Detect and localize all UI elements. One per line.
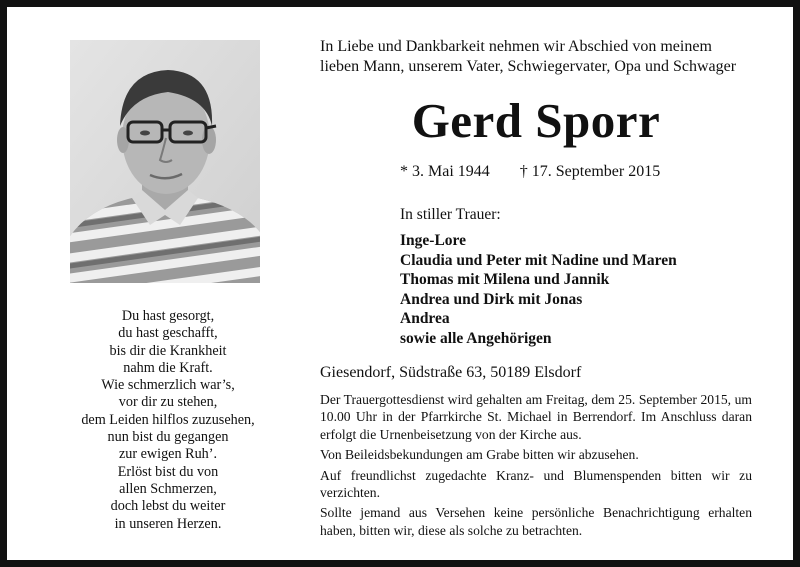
intro-line: In Liebe und Dankbarkeit nehmen wir Abschied von meinem <box>320 38 712 55</box>
poem-line: nun bist du gegangen <box>107 429 229 446</box>
poem-line: du hast geschafft, <box>118 325 218 342</box>
death-date: † 17. September 2015 <box>519 163 661 180</box>
flowers-paragraph: Auf freundlichst zugedachte Kranz- und Blumenspenden bitten wir zu verzichten. <box>320 467 752 501</box>
portrait-image <box>70 40 260 283</box>
mourner-entry: Andrea und Dirk mit Jonas <box>400 290 583 308</box>
birth-date: * 3. Mai 1944 <box>400 163 490 180</box>
mourner-entry: sowie alle Angehörigen <box>400 329 552 347</box>
mourning-label: In stiller Trauer: <box>400 206 501 223</box>
poem-line: vor dir zu stehen, <box>118 394 218 411</box>
notification-paragraph: Sollte jemand aus Versehen keine persönliche Benachrichtigung erhalten haben, bitten wir, diese als solche zu betrachten. <box>320 505 752 538</box>
portrait-photo <box>70 40 260 283</box>
poem-line: allen Schmerzen, <box>119 480 217 497</box>
mourners-list <box>400 231 677 349</box>
poem-line: nahm die Kraft. <box>123 359 213 376</box>
service-notices <box>320 391 752 542</box>
mourner-entry: Thomas mit Milena und Jannik <box>400 271 610 289</box>
intro-line: lieben Mann, unserem Vater, Schwiegervater, Opa und Schwager <box>320 58 737 75</box>
poem-line: Erlöst bist du von <box>117 463 219 480</box>
poem-line: Du hast gesorgt, <box>121 308 215 324</box>
memorial-poem <box>43 308 293 533</box>
family-address: Giesendorf, Südstraße 63, 50189 Elsdorf <box>320 364 582 381</box>
service-paragraph: Der Trauergottesdienst wird gehalten am Freitag, dem 25. September 2015, um 10.00 Uhr in der Pfarrkirche St. Michael in Berrendorf. Im Anschluss daran erfolgt die Urnenbeisetzung von der Kirche aus. <box>320 392 752 442</box>
mourner-entry: Claudia und Peter mit Nadine und Maren <box>400 251 677 269</box>
intro-text <box>320 37 752 77</box>
poem-line: zur ewigen Ruh’. <box>118 446 218 463</box>
poem-line: in unseren Herzen. <box>114 515 222 532</box>
poem-line: bis dir die Krankheit <box>109 342 227 359</box>
life-dates <box>400 162 660 182</box>
mourner-entry: Andrea <box>400 310 450 328</box>
poem-line: doch lebst du weiter <box>110 498 226 515</box>
deceased-name: Gerd Sporr <box>411 93 661 148</box>
poem-line: dem Leiden hilflos zuzusehen, <box>81 411 255 428</box>
condolence-paragraph: Von Beileidsbekundungen am Grabe bitten wir abzusehen. <box>320 447 639 463</box>
poem-line: Wie schmerzlich war’s, <box>101 377 235 394</box>
mourner-entry: Inge-Lore <box>400 232 467 249</box>
